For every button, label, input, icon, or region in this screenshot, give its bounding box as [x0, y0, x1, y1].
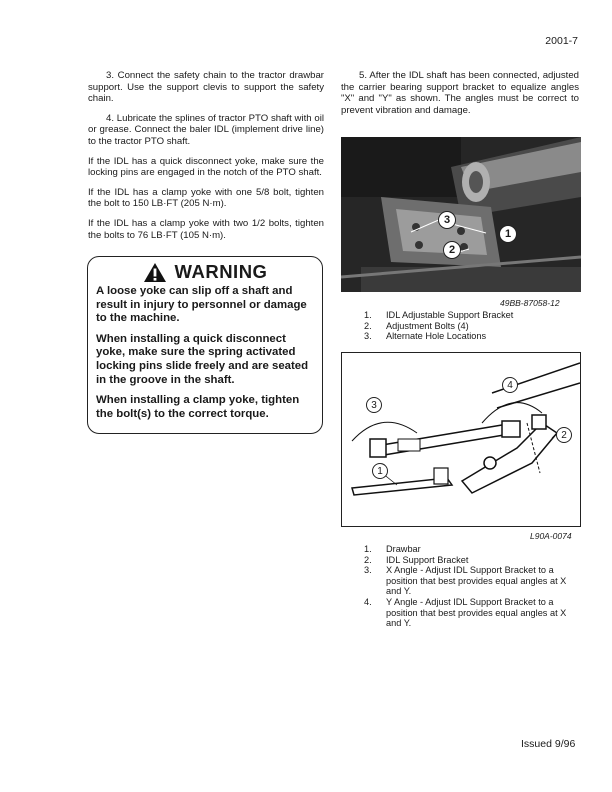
legend-item: 1. IDL Adjustable Support Bracket [364, 310, 514, 320]
diagram-callout-1: 1 [372, 463, 388, 479]
warning-para-3: When installing a clamp yoke, tighten the bolt(s) to the correct torque. [96, 394, 300, 420]
legend-item: 4. Y Angle - Adjust IDL Support Bracket to a position that best provides equal angles at X and Y. [364, 596, 567, 629]
legend-item: 2. IDL Support Bracket [364, 554, 469, 565]
diagram-callout-3: 3 [366, 397, 382, 413]
warning-triangle-icon [143, 262, 167, 283]
step-3: 3. Connect the safety chain to the tractor drawbar support. Use the support clevis to support the safety chain. [88, 70, 324, 105]
legend-item: 3. Alternate Hole Locations [364, 331, 487, 342]
warning-header [96, 261, 314, 283]
left-column [88, 70, 324, 249]
quick-disconnect-note: If the IDL has a quick disconnect yoke, make sure the locking pins are engaged in the notch of the PTO shaft. [88, 155, 324, 179]
issued-date: Issued 9/96 [521, 738, 576, 750]
step-5: 5. After the IDL shaft has been connected, adjusted the carrier bearing support bracket to equalize angles "X" and "Y" as shown. The angles must be correct to prevent vibration and damage. [341, 70, 579, 116]
legend-item: 2. Adjustment Bolts (4) [364, 320, 469, 331]
diagram-callout-4: 4 [502, 377, 518, 393]
photo-callout-2: 2 [443, 241, 461, 259]
photo-legend [364, 310, 564, 342]
clamp-one-bolt-note: If the IDL has a clamp yoke with one 5/8 bolt, tighten the bolt to 150 LB·FT (205 N·m). [88, 186, 324, 210]
support-bracket-photo [341, 137, 581, 292]
warning-para-2: When installing a quick disconnect yoke, make sure the spring activated locking pins slide freely and are seated in the groove in the shaft. [96, 332, 309, 386]
diagram-callout-2: 2 [556, 427, 572, 443]
diagram-id: L90A-0074 [530, 531, 572, 541]
warning-para-1: A loose yoke can slip off a shaft and result in injury to personnel or damage to the machine. [96, 285, 307, 325]
idl-diagram-drawing [342, 353, 580, 526]
clamp-two-bolts-note: If the IDL has a clamp yoke with two 1/2 bolts, tighten the bolts to 76 LB·FT (105 N·m). [88, 217, 324, 241]
photo-callout-1: 1 [499, 225, 517, 243]
diagram-legend [364, 544, 574, 629]
photo-callout-3: 3 [438, 211, 456, 229]
page-number: 2001-7 [545, 35, 578, 47]
warning-title: WARNING [174, 261, 268, 282]
legend-item: 1. Drawbar [364, 544, 421, 554]
legend-item: 3. X Angle - Adjust IDL Support Bracket to a position that best provides equal angles at X and Y. [364, 565, 567, 597]
step-4: 4. Lubricate the splines of tractor PTO shaft with oil or grease. Connect the baler IDL (implement drive line) to the tractor PTO shaft. [88, 112, 324, 147]
photo-illustration [341, 137, 581, 292]
right-column [341, 70, 579, 116]
photo-id: 49BB-87058-12 [500, 298, 560, 308]
warning-box [87, 256, 323, 434]
idl-angle-diagram [341, 352, 581, 527]
